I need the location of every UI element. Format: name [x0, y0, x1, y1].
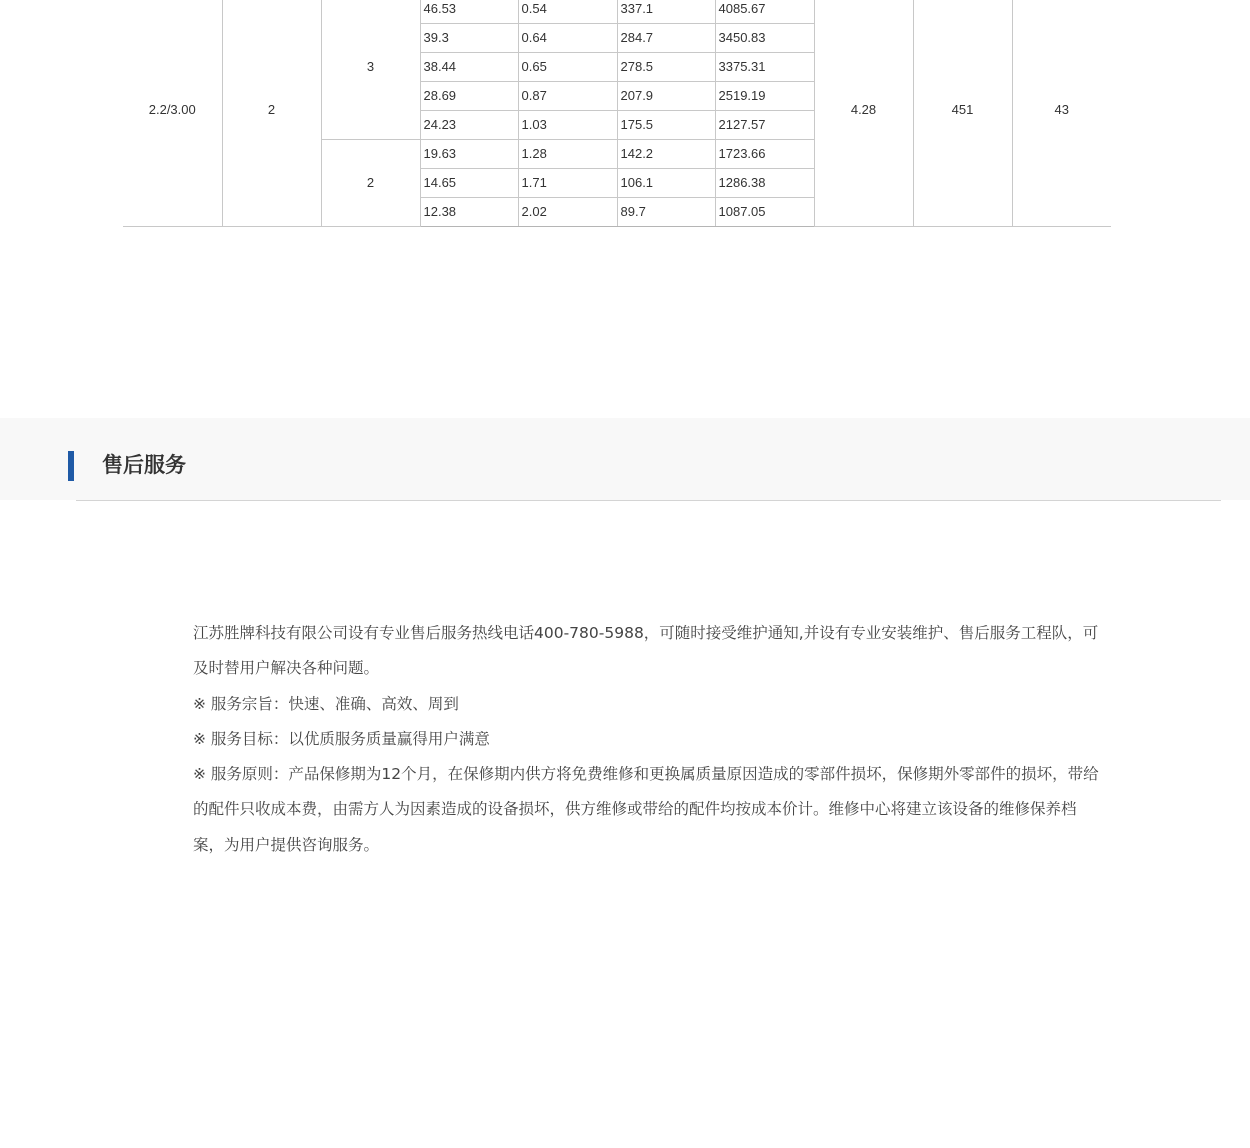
table-cell: 451 [913, 0, 1012, 226]
table-cell: 142.2 [617, 139, 715, 168]
table-cell: 337.1 [617, 0, 715, 23]
table-cell: 3450.83 [715, 23, 814, 52]
table-cell: 2 [222, 0, 321, 226]
table-cell: 1.28 [518, 139, 617, 168]
table-row [123, 0, 1111, 23]
table-cell: 2519.19 [715, 81, 814, 110]
table-cell: 28.69 [420, 81, 518, 110]
table-cell: 278.5 [617, 52, 715, 81]
table-cell: 2127.57 [715, 110, 814, 139]
table-cell: 14.65 [420, 168, 518, 197]
table-cell: 2.2/3.00 [123, 0, 222, 226]
table-cell: 106.1 [617, 168, 715, 197]
service-principle-paragraph: ※ 服务原则：产品保修期为12个月，在保修期内供方将免费维修和更换属质量原因造成的零部件损坏，保修期外零部件的损坏，带给的配件只收成本费，由需方人为因素造成的设备损坏，供方维修或带给的配件均按成本价计。维修中心将建立该设备的维修保养档案，为用户提供咨询服务。 [193, 765, 1099, 854]
table-cell: 4.28 [814, 0, 913, 226]
table-cell: 19.63 [420, 139, 518, 168]
table-cell: 1.03 [518, 110, 617, 139]
table-cell: 0.54 [518, 0, 617, 23]
table-cell: 1286.38 [715, 168, 814, 197]
section-divider [76, 500, 1221, 501]
table-cell: 3 [321, 0, 420, 139]
section-header-band [0, 418, 1250, 500]
table-cell: 3375.31 [715, 52, 814, 81]
section-title: 售后服务 [102, 453, 186, 477]
table-cell: 4085.67 [715, 0, 814, 23]
table-cell: 0.64 [518, 23, 617, 52]
table-cell: 1.71 [518, 168, 617, 197]
table-cell: 24.23 [420, 110, 518, 139]
table-cell: 89.7 [617, 197, 715, 226]
after-sales-content [193, 616, 1105, 863]
table-cell: 2.02 [518, 197, 617, 226]
service-goal-line: ※ 服务目标：以优质服务质量赢得用户满意 [193, 729, 490, 748]
section-accent-bar [68, 451, 74, 481]
table-cell: 0.87 [518, 81, 617, 110]
service-intro-paragraph: 江苏胜牌科技有限公司设有专业售后服务热线电话400-780-5988，可随时接受维护通知,并设有专业安装维护、售后服务工程队，可及时替用户解决各种问题。 [193, 624, 1099, 678]
table-cell: 1723.66 [715, 139, 814, 168]
table-cell: 207.9 [617, 81, 715, 110]
table-cell: 12.38 [420, 197, 518, 226]
table-cell: 2 [321, 139, 420, 226]
table-cell: 284.7 [617, 23, 715, 52]
table-cell: 43 [1012, 0, 1111, 226]
table-cell: 46.53 [420, 0, 518, 23]
table-cell: 175.5 [617, 110, 715, 139]
service-purpose-line: ※ 服务宗旨：快速、准确、高效、周到 [193, 694, 459, 713]
table-cell: 0.65 [518, 52, 617, 81]
spec-table [123, 0, 1111, 227]
table-cell: 38.44 [420, 52, 518, 81]
table-cell: 1087.05 [715, 197, 814, 226]
table-cell: 39.3 [420, 23, 518, 52]
